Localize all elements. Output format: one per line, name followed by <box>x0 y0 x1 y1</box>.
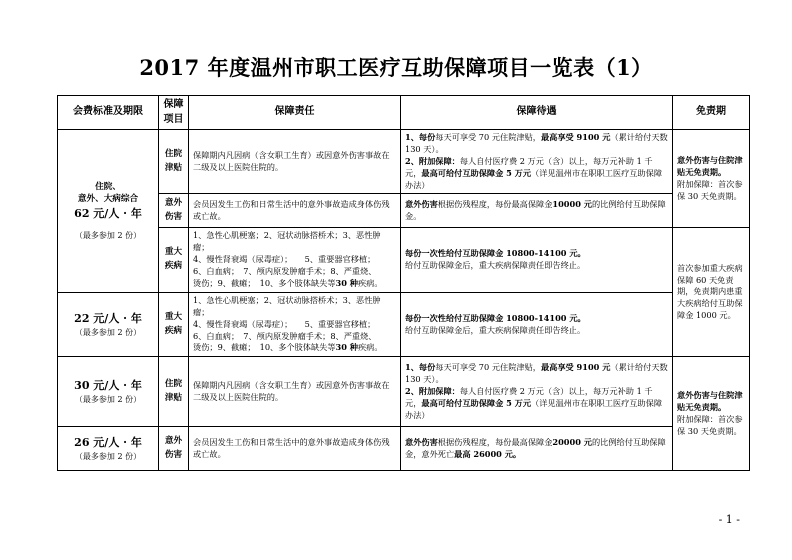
fee-note: （最多参加 2 份） <box>74 230 142 240</box>
table-row <box>58 427 750 471</box>
resp-illness: 1、急性心肌梗塞；2、冠状动脉搭桥术；3、恶性肿瘤； 4、慢性肾衰竭（尿毒症）； 5、重要器官移植； 6、白血病； 7、颅内原发肿瘤手术；8、严重烧、 烫伤；9、截瘫； 10、多个肢体缺失等30 种疾病。 <box>189 292 401 356</box>
fee-note: （最多参加 2 份） <box>74 327 142 337</box>
benefit-hospital: 1、每份每天可享受 70 元住院津贴，最高享受 9100 元（累计给付天数 130 天）。 2、附加保障：每人自付医疗费 2 万元（含）以上，每万元补助 1 千元，最高可给付互助保障金 5 万元（详见温州市在职职工医疗互助保障办法） <box>401 357 673 427</box>
benefit-illness: 每份一次性给付互助保障金 10800-14100 元。 给付互助保障金后，重大疾病保障责任即告终止。 <box>401 292 673 356</box>
exempt-illness: 首次参加重大疾病保障 60 天免责期，免责期内患重大疾病给付互助保障金 1000 元。 <box>673 228 750 357</box>
item-accident: 意外伤害 <box>159 427 189 471</box>
tier-label: 住院、 <box>95 181 121 192</box>
fee-cell-30 <box>58 357 159 427</box>
benefits-table <box>57 95 750 471</box>
table-row <box>58 130 750 194</box>
table-row <box>58 228 750 292</box>
fee-cell-22 <box>58 292 159 356</box>
header-exemption: 免责期 <box>673 96 750 130</box>
exempt-62: 意外伤害与住院津贴无免责期。 附加保障：首次参保 30 天免责期。 <box>673 130 750 228</box>
exempt-30: 意外伤害与住院津贴无免责期。 附加保障：首次参保 30 天免责期。 <box>673 357 750 471</box>
resp-hospital: 保障期内凡因病（含女职工生育）或因意外伤害事故在二级及以上医院住院的。 <box>189 130 401 194</box>
header-benefit: 保障待遇 <box>401 96 673 130</box>
page-number: - 1 - <box>718 513 740 526</box>
benefit-illness: 每份一次性给付互助保障金 10800-14100 元。 给付互助保障金后，重大疾病保障责任即告终止。 <box>401 228 673 292</box>
resp-hospital: 保障期内凡因病（含女职工生育）或因意外伤害事故在二级及以上医院住院的。 <box>189 357 401 427</box>
fee-amount: 30 元/人 · 年 <box>74 379 142 393</box>
page-title: 2017 年度温州市职工医疗互助保障项目一览表（1） <box>139 55 653 80</box>
table-header-row <box>58 96 750 130</box>
benefit-hospital: 1、每份每天可享受 70 元住院津贴，最高享受 9100 元（累计给付天数 130 天）。 2、附加保障：每人自付医疗费 2 万元（含）以上，每万元补助 1 千元，最高可给付互助保障金 5 万元（详见温州市在职职工医疗互助保障办法） <box>401 130 673 194</box>
fee-amount: 22 元/人 · 年 <box>74 311 142 325</box>
tier-label: 意外、大病综合 <box>77 194 139 205</box>
benefit-accident: 意外伤害根据伤残程度，每份最高保障金20000 元的比例给付互助保障金，意外死亡最高 26000 元。 <box>401 427 673 471</box>
fee-amount: 62 元/人 · 年 <box>74 206 142 220</box>
resp-accident: 会员因发生工伤和日常生活中的意外事故造成身体伤残或亡故。 <box>189 427 401 471</box>
table-row <box>58 194 750 228</box>
benefit-accident: 意外伤害根据伤残程度，每份最高保障金10000 元的比例给付互助保障金。 <box>401 194 673 228</box>
header-fee: 会费标准及期限 <box>58 96 159 130</box>
resp-illness: 1、急性心肌梗塞；2、冠状动脉搭桥术；3、恶性肿瘤； 4、慢性肾衰竭（尿毒症）； 5、重要器官移植； 6、白血病； 7、颅内原发肿瘤手术；8、严重烧、 烫伤；9、截瘫； 10、多个肢体缺失等30 种疾病。 <box>189 228 401 292</box>
table-row <box>58 292 750 356</box>
fee-cell-62 <box>58 130 159 293</box>
item-illness: 重大疾病 <box>159 292 189 356</box>
item-accident: 意外伤害 <box>159 194 189 228</box>
header-responsibility: 保障责任 <box>189 96 401 130</box>
item-hospital: 住院津贴 <box>159 357 189 427</box>
fee-cell-26 <box>58 427 159 471</box>
item-illness: 重大疾病 <box>159 228 189 292</box>
fee-note: （最多参加 2 份） <box>74 395 142 405</box>
fee-amount: 26 元/人 · 年 <box>74 436 142 450</box>
header-item: 保障项目 <box>159 96 189 130</box>
table-row <box>58 357 750 427</box>
resp-accident: 会员因发生工伤和日常生活中的意外事故造成身体伤残或亡故。 <box>189 194 401 228</box>
item-hospital: 住院津贴 <box>159 130 189 194</box>
fee-note: （最多参加 2 份） <box>74 452 142 462</box>
